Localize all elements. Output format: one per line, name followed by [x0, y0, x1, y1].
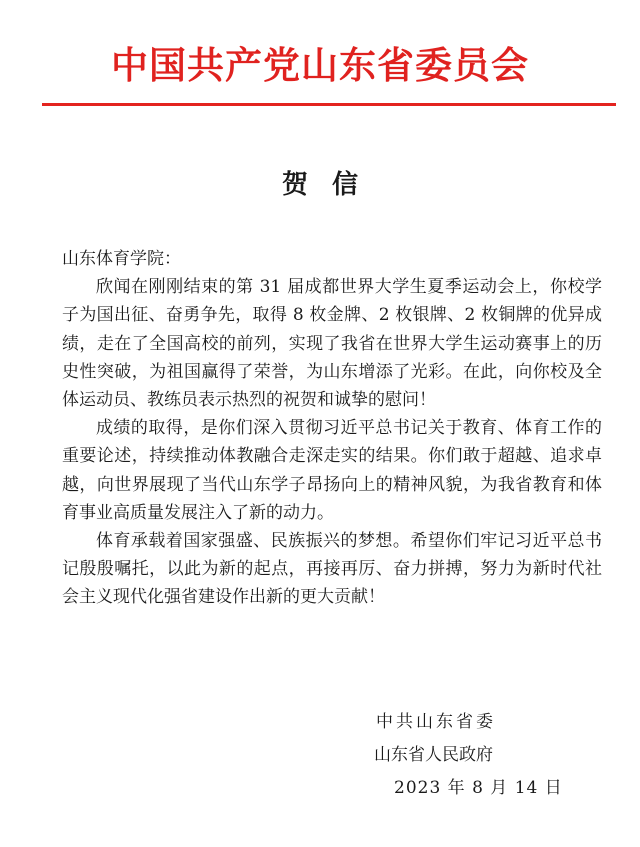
masthead-title: 中国共产党山东省委员会	[111, 44, 529, 87]
signature-org-party-committee: 中共山东省委	[376, 712, 496, 732]
paragraph-2: 成绩的取得，是你们深入贯彻习近平总书记关于教育、体育工作的重要论述，持续推动体教融合走深走实的结果。你们敢于超越、追求卓越，向世界展现了当代山东学子昂扬向上的精神风貌，为我省教育和体育事业高质量发展注入了新的动力。	[62, 418, 602, 523]
document-title: 贺信	[281, 170, 382, 200]
paragraph-3: 体育承载着国家强盛、民族振兴的梦想。希望你们牢记习近平总书记殷殷嘱托，以此为新的起点，再接再厉、奋力拼搏，努力为新时代社会主义现代化强省建设作出新的更大贡献！	[62, 531, 602, 608]
red-divider-line	[42, 103, 616, 106]
salutation: 山东体育学院：	[62, 249, 181, 269]
signature-org-government: 山东省人民政府	[374, 745, 493, 765]
signature-date: 2023 年 8 月 14 日	[394, 778, 563, 798]
letter-body	[62, 245, 602, 612]
signature-block	[374, 706, 574, 805]
paragraph-1: 欣闻在刚刚结束的第 31 届成都世界大学生夏季运动会上，你校学子为国出征、奋勇争先，取得 8 枚金牌、2 枚银牌、2 枚铜牌的优异成绩，走在了全国高校的前列，实现了我省在世界大学生运动赛事上的历史性突破，为祖国赢得了荣誉，为山东增添了光彩。在此，向你校及全体运动员、教练员表示热烈的祝贺和诚挚的慰问！	[62, 277, 602, 411]
